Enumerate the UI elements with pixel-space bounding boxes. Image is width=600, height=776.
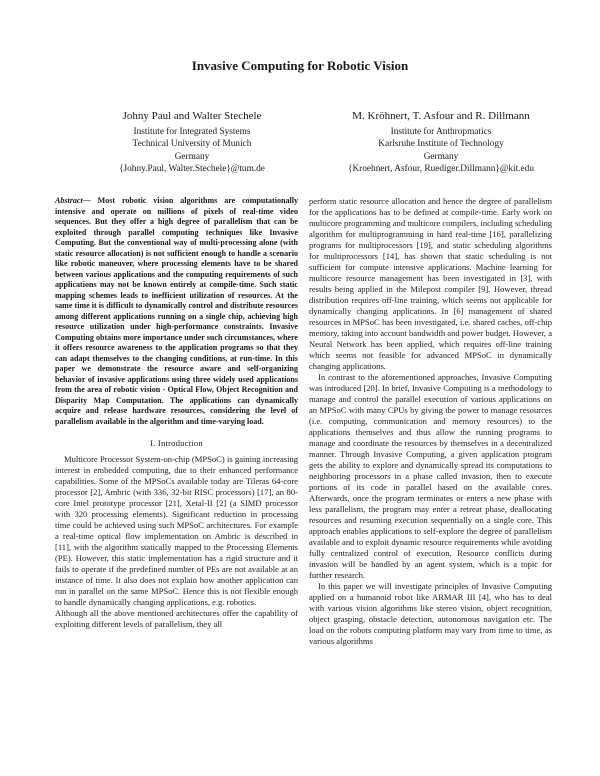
affiliation-university: Karlsruhe Institute of Technology [378,139,504,150]
paper-title: Invasive Computing for Robotic Vision [191,58,409,73]
affiliation-email: {Johny.Paul, Walter.Stechele}@tum.de [119,164,265,175]
affiliation-university: Technical University of Munich [132,139,252,150]
body-paragraph: In this paper we will investigate principles of Invasive Computing applied on a humanoid robot like ARMAR III [4], who has to deal with various vision algorithms like stereo vision, object recognition, object grasping, obstacle detection, autonomous navigation etc. The load on the robots computing platform may vary from time to time, as various algorithms [309,581,552,646]
author-block-kit [316,110,566,176]
affiliation-institute: Institute for Integrated Systems [133,127,251,137]
abstract [55,196,298,427]
body-paragraph: Although all the above mentioned architectures offer the capability of exploiting different levels of parallelism, they all [55,608,298,629]
affiliation-country: Germany [174,151,210,162]
abstract-label: Abstract— [55,196,91,205]
left-column [55,196,298,630]
body-paragraph: perform static resource allocation and hence the degree of parallelism for the applications has to be defined at compile-time. Early work on multicore programming and multicore compilers, including scheduling algorithm for multiprogramming in hard real-time [16], parallelizing programs for multiprocessors [19], and static scheduling algorithms for multiprocessors [14], has shown that static scheduling is not sufficient for compute intensive applications. Machine learning for multicore resource management has been investigated in [3], with results being applied in the Milepost compiler [9]. However, thread distribution requires off-line training, which seems not applicable for dynamically changing applications. In [6] management of shared resources in MPSoC has been investigated, i.e. shared caches, off-chip memory, taking into account bandwidth and power budget. However, a Neural Network has been applied, which requires off-line training which seems not feasible for advanced MPSoC in dynamically changing applications. [309,196,552,371]
author-names: M. Kröhnert, T. Asfour and R. Dillmann [352,110,530,122]
author-names: Johny Paul and Walter Stechele [122,110,262,122]
section-heading-introduction: I. Introduction [150,438,203,448]
right-column [309,196,552,647]
abstract-text: Most robotic vision algorithms are computationally intensive and operate on millions of pixels of real-time video sequences. But they offer a high degree of parallelism that can be exploited through parallel computing techniques like Invasive Computing. But the conventional way of multi-processing alone (with static resource allocation) is not sufficient enough to handle a scenario like robotic maneuver, where processing elements have to be shared between various applications and the computing requirements of such applications may not be known entirely at compile-time. Such static mapping schemes leads to inefficient utilization of resources. At the same time it is difficult to dynamically control and distribute resources among different applications running on a single chip, achieving high resource utilization under high-performance constraints. Invasive Computing obtains more importance under such circumstances, where it offers resource awareness to the application programs so that they can adapt themselves to the changing conditions, at run-time. In this paper we demonstrate the resource aware and self-organizing behavior of invasive applications using three widely used applications from the area of robotic vision - Optical Flow, Object Recognition and Disparity Map Computation. The applications can dynamically acquire and release hardware resources, considering the level of parallelism available in the algorithm and time-varying load. [55,196,298,426]
body-paragraph: Multicore Processor System-on-chip (MPSoC) is gaining increasing interest in embedded computing, due to their enhanced performance capabilities. Some of the MPSoCs available today are Tileras 64-core processor [2], Ambric (with 336, 32-bit RISC processors) [17], an 80-core Intel prototype processor [21], Xetal-II [2] (a SIMD processor with 320 processing elements). Significant reduction in processing time could be achieved using such MPSoC architectures. For example a real-time optical flow implementation on Ambric is described in [11], with the algorithm statically mapped to the Processing Elements (PE). However, this static implementation has a rigid structure and it fails to operate if the predefined number of PEs are not available at an instance of time. It also does not explain how another application can run in parallel on the same MPSoC. Hence this is not flexible enough to handle dynamically changing applications, e.g. robotics. [55,454,298,607]
author-block-tum [72,110,312,176]
affiliation-country: Germany [423,151,459,162]
affiliation-email: {Kroehnert, Asfour, Ruediger.Dillmann}@kit.edu [348,164,534,175]
body-paragraph: In contrast to the aforementioned approaches, Invasive Computing was introduced [20]. In brief, Invasive Computing is a methodology to manage and control the parallel execution of various applications on an MPSoC with many CPUs by giving the power to manage resources (i.e. computing, communication and memory resources) to the applications themselves and thus allow the running programs to manage and coordinate the resources by themselves in a decentralized manner. Through Invasive Computing, a given application program gets the ability to explore and dynamically spread its computations to neighboring processors in a phase called invasion, then to execute portions of its code in parallel based on the available cores. Afterwards, once the program terminates or enters a new phase with less parallelism, the program may enter a retreat phase, deallocating resources and resuming execution sequentially on a single core. This approach enables applications to self-explore the degree of parallelism available and to exploit dynamic resource requirements while avoiding fully centralized control of execution. Resource conflicts during invasion will be handled by an agent system, which is a topic for further research. [309,372,552,580]
affiliation-institute: Institute for Anthropmatics [390,127,492,137]
